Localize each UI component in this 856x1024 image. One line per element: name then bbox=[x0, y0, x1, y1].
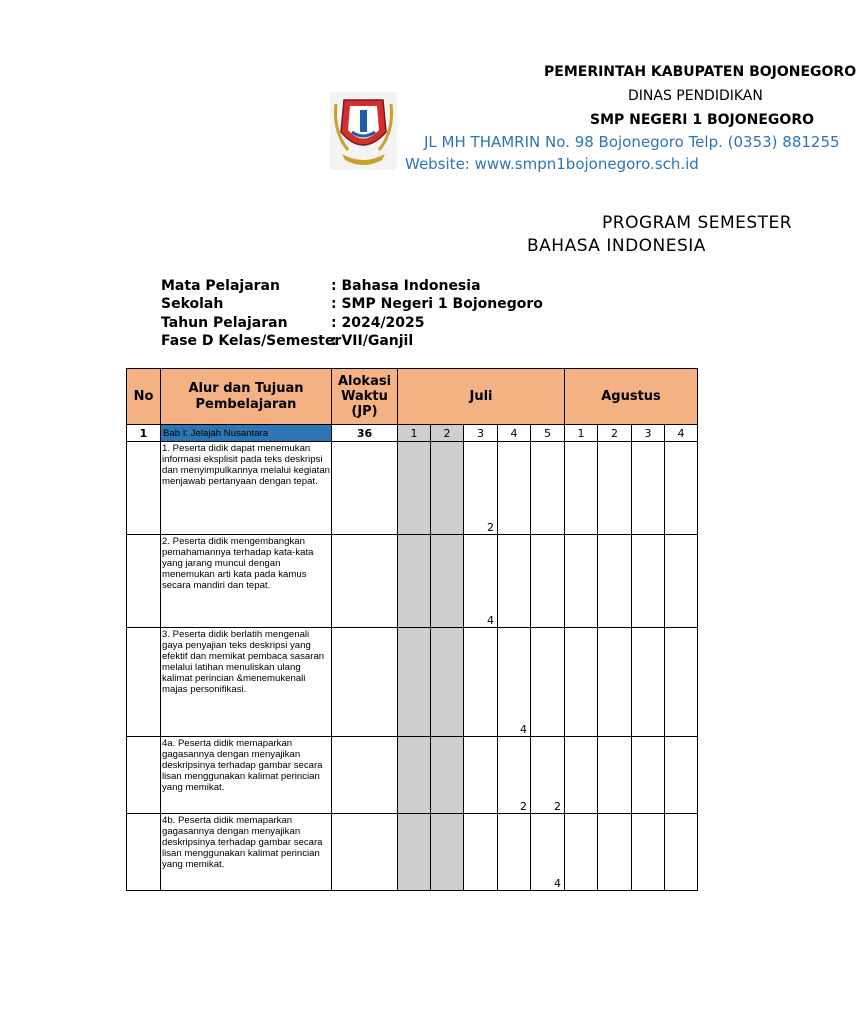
week-value bbox=[598, 535, 632, 628]
week-value bbox=[632, 628, 665, 737]
row-no bbox=[127, 442, 161, 535]
week-value bbox=[598, 814, 632, 891]
meta-label: Mata Pelajaran bbox=[161, 278, 280, 294]
week-number: 2 bbox=[598, 425, 632, 442]
week-value bbox=[665, 628, 698, 737]
week-value bbox=[632, 814, 665, 891]
week-value bbox=[431, 628, 464, 737]
week-value bbox=[565, 737, 598, 814]
meta-value: : SMP Negeri 1 Bojonegoro bbox=[331, 296, 543, 312]
week-value bbox=[498, 814, 531, 891]
week-number: 1 bbox=[565, 425, 598, 442]
week-value bbox=[665, 535, 698, 628]
row-jp bbox=[332, 535, 398, 628]
week-value bbox=[398, 442, 431, 535]
week-number: 3 bbox=[632, 425, 665, 442]
document-subtitle: BAHASA INDONESIA bbox=[527, 236, 706, 256]
row-no bbox=[127, 737, 161, 814]
week-value bbox=[531, 535, 565, 628]
week-value bbox=[598, 737, 632, 814]
week-number: 4 bbox=[665, 425, 698, 442]
week-value bbox=[498, 442, 531, 535]
school-name: SMP NEGERI 1 BOJONEGORO bbox=[590, 112, 814, 128]
week-number: 3 bbox=[464, 425, 498, 442]
week-value bbox=[464, 628, 498, 737]
meta-label: Fase D Kelas/Semester bbox=[161, 333, 342, 349]
bab-number: 1 bbox=[127, 425, 161, 442]
week-value bbox=[632, 535, 665, 628]
table-row bbox=[127, 737, 698, 814]
semester-program-table bbox=[126, 368, 698, 891]
week-value bbox=[565, 535, 598, 628]
week-number: 4 bbox=[498, 425, 531, 442]
meta-row-phase bbox=[161, 333, 413, 349]
meta-label: Sekolah bbox=[161, 296, 224, 312]
document-title: PROGRAM SEMESTER bbox=[602, 213, 793, 233]
week-value: 4 bbox=[464, 535, 498, 628]
week-value bbox=[632, 737, 665, 814]
week-value bbox=[598, 442, 632, 535]
atp-text: 4b. Peserta didik memaparkan gagasannya dengan menyajikan deskripsinya terhadap gambar secara lisan menggunakan kalimat perincian yang memikat. bbox=[161, 814, 332, 891]
week-value bbox=[431, 442, 464, 535]
week-value bbox=[498, 535, 531, 628]
row-jp bbox=[332, 737, 398, 814]
row-no bbox=[127, 535, 161, 628]
week-value bbox=[464, 814, 498, 891]
week-number: 2 bbox=[431, 425, 464, 442]
meta-row-school bbox=[161, 296, 543, 312]
week-value bbox=[565, 814, 598, 891]
week-value bbox=[665, 737, 698, 814]
row-no bbox=[127, 814, 161, 891]
week-value bbox=[398, 628, 431, 737]
week-value: 2 bbox=[498, 737, 531, 814]
table-header-row bbox=[127, 369, 698, 425]
week-value bbox=[598, 628, 632, 737]
week-value bbox=[632, 442, 665, 535]
department-name: DINAS PENDIDIKAN bbox=[628, 88, 763, 104]
school-website[interactable]: Website: www.smpn1bojonegoro.sch.id bbox=[405, 155, 699, 173]
week-value bbox=[398, 737, 431, 814]
government-name: PEMERINTAH KABUPATEN BOJONEGORO bbox=[544, 64, 856, 80]
header-no: No bbox=[127, 369, 161, 425]
week-value bbox=[531, 442, 565, 535]
week-value: 2 bbox=[464, 442, 498, 535]
table-row bbox=[127, 628, 698, 737]
week-value bbox=[431, 737, 464, 814]
meta-value: : Bahasa Indonesia bbox=[331, 278, 481, 294]
meta-value: : VII/Ganjil bbox=[331, 333, 414, 349]
bab-jp: 36 bbox=[332, 425, 398, 442]
atp-text: 4a. Peserta didik memaparkan gagasannya dengan menyajikan deskripsinya terhadap gambar secara lisan menggunakan kalimat perincian yang memikat. bbox=[161, 737, 332, 814]
bab-row bbox=[127, 425, 698, 442]
week-value: 4 bbox=[531, 814, 565, 891]
header-month-juli: Juli bbox=[398, 369, 565, 425]
table-row bbox=[127, 442, 698, 535]
week-value bbox=[464, 737, 498, 814]
row-jp bbox=[332, 628, 398, 737]
atp-text: 3. Peserta didik berlatih mengenali gaya penyajian teks deskripsi yang efektif dan memikat pembaca sasaran melalui latihan menuliskan ulang kalimat perincian &menemukenali majas personifikasi. bbox=[161, 628, 332, 737]
week-value: 4 bbox=[498, 628, 531, 737]
row-jp bbox=[332, 814, 398, 891]
meta-label: Tahun Pelajaran bbox=[161, 315, 288, 331]
row-jp bbox=[332, 442, 398, 535]
meta-row-subject bbox=[161, 278, 481, 294]
header-alokasi: Alokasi Waktu (JP) bbox=[332, 369, 398, 425]
header-month-agustus: Agustus bbox=[565, 369, 698, 425]
week-number: 5 bbox=[531, 425, 565, 442]
week-value bbox=[565, 628, 598, 737]
week-value bbox=[431, 535, 464, 628]
meta-value: : 2024/2025 bbox=[331, 315, 425, 331]
meta-row-year bbox=[161, 315, 425, 331]
week-value bbox=[531, 628, 565, 737]
week-value: 2 bbox=[531, 737, 565, 814]
week-number: 1 bbox=[398, 425, 431, 442]
table-row bbox=[127, 535, 698, 628]
atp-text: 2. Peserta didik mengembangkan pemahamannya terhadap kata-kata yang jarang muncul dengan menemukan arti kata pada kamus secara mandiri dan tepat. bbox=[161, 535, 332, 628]
week-value bbox=[565, 442, 598, 535]
atp-text: 1. Peserta didik dapat menemukan informasi eksplisit pada teks deskripsi dan menyimpulkannya melalui kegiatan menjawab pertanyaan dengan tepat. bbox=[161, 442, 332, 535]
week-value bbox=[431, 814, 464, 891]
week-value bbox=[665, 814, 698, 891]
week-value bbox=[398, 814, 431, 891]
bab-title: Bab I: Jelajah Nusantara bbox=[161, 425, 332, 442]
school-address: JL MH THAMRIN No. 98 Bojonegoro Telp. (0353) 881255 bbox=[424, 133, 840, 151]
row-no bbox=[127, 628, 161, 737]
week-value bbox=[665, 442, 698, 535]
table-row bbox=[127, 814, 698, 891]
week-value bbox=[398, 535, 431, 628]
header-atp: Alur dan Tujuan Pembelajaran bbox=[161, 369, 332, 425]
